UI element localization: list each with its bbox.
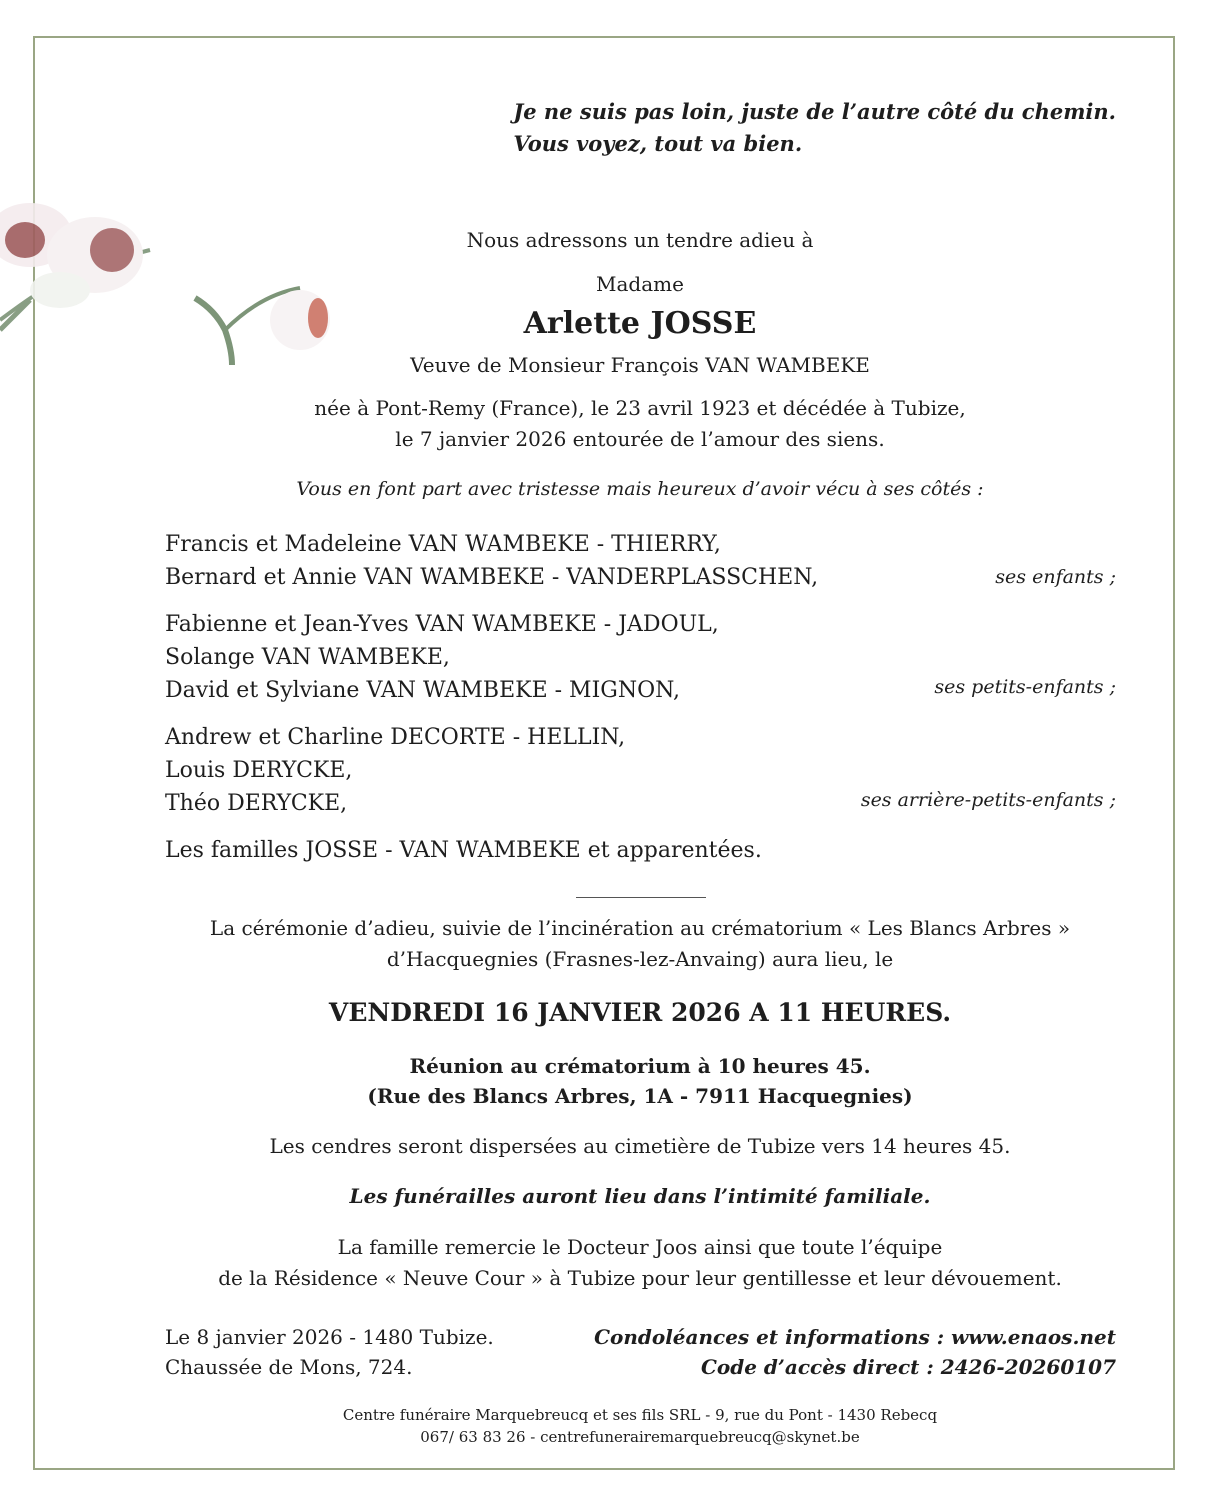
family-member: Bernard et Annie VAN WAMBEKE - VANDERPLASSCHEN, bbox=[165, 565, 819, 590]
widow-line: Veuve de Monsieur François VAN WAMBEKE bbox=[410, 353, 870, 377]
family-member: Théo DERYCKE, bbox=[165, 791, 348, 816]
family-member: Francis et Madeleine VAN WAMBEKE - THIERRY, bbox=[165, 532, 721, 557]
footer-line-2: 067/ 63 83 26 - centrefunerairemarquebreucq@skynet.be bbox=[420, 1428, 860, 1446]
birth-death-line-1: née à Pont-Remy (France), le 23 avril 1923 et décédée à Tubize, bbox=[314, 396, 966, 420]
footer-line-1: Centre funéraire Marquebreucq et ses fils SRL - 9, rue du Pont - 1430 Rebecq bbox=[342, 1406, 938, 1424]
ceremony-date: VENDREDI 16 JANVIER 2026 A 11 HEURES. bbox=[328, 998, 952, 1027]
ashes-line: Les cendres seront dispersées au cimetière de Tubize vers 14 heures 45. bbox=[269, 1134, 1011, 1158]
ceremony-line-1: La cérémonie d’adieu, suivie de l’incinération au crématorium « Les Blancs Arbres » bbox=[209, 916, 1071, 940]
family-member: Andrew et Charline DECORTE - HELLIN, bbox=[165, 725, 626, 750]
ceremony-line-2: d’Hacquegnies (Frasnes-lez-Anvaing) aura lieu, le bbox=[386, 947, 894, 971]
role-grandchildren: ses petits-enfants ; bbox=[934, 676, 1116, 698]
separator-line bbox=[576, 897, 706, 898]
family-member: David et Sylviane VAN WAMBEKE - MIGNON, bbox=[165, 678, 680, 703]
meeting-line-1: Réunion au crématorium à 10 heures 45. bbox=[409, 1054, 871, 1078]
epigraph-line-1: Je ne suis pas loin, juste de l’autre côté du chemin. bbox=[513, 99, 1116, 124]
family-member: Solange VAN WAMBEKE, bbox=[165, 645, 450, 670]
intimacy-line: Les funérailles auront lieu dans l’intimité familiale. bbox=[349, 1184, 931, 1208]
deceased-title: Madame bbox=[596, 272, 684, 296]
thanks-line-1: La famille remercie le Docteur Joos ainsi que toute l’équipe bbox=[337, 1235, 943, 1259]
families-line: Les familles JOSSE - VAN WAMBEKE et apparentées. bbox=[165, 838, 762, 863]
epigraph bbox=[513, 96, 1116, 160]
role-children: ses enfants ; bbox=[995, 566, 1116, 588]
condolences-info: Condoléances et informations : www.enaos.net bbox=[594, 1325, 1116, 1349]
intro-text: Nous adressons un tendre adieu à bbox=[466, 228, 814, 252]
thanks-line-2: de la Résidence « Neuve Cour » à Tubize pour leur gentillesse et leur dévouement. bbox=[218, 1266, 1062, 1290]
birth-death-line-2: le 7 janvier 2026 entourée de l’amour des siens. bbox=[395, 427, 885, 451]
address: Chaussée de Mons, 724. bbox=[165, 1355, 413, 1379]
family-member: Fabienne et Jean-Yves VAN WAMBEKE - JADOUL, bbox=[165, 612, 719, 637]
family-member: Louis DERYCKE, bbox=[165, 758, 353, 783]
access-code: Code d’accès direct : 2426-20260107 bbox=[701, 1355, 1116, 1379]
deceased-name: Arlette JOSSE bbox=[523, 306, 757, 341]
role-great-grandchildren: ses arrière-petits-enfants ; bbox=[860, 789, 1116, 811]
place-date: Le 8 janvier 2026 - 1480 Tubize. bbox=[165, 1325, 494, 1349]
share-line: Vous en font part avec tristesse mais heureux d’avoir vécu à ses côtés : bbox=[296, 478, 984, 500]
meeting-line-2: (Rue des Blancs Arbres, 1A - 7911 Hacquegnies) bbox=[367, 1084, 913, 1108]
epigraph-line-2: Vous voyez, tout va bien. bbox=[513, 131, 803, 156]
